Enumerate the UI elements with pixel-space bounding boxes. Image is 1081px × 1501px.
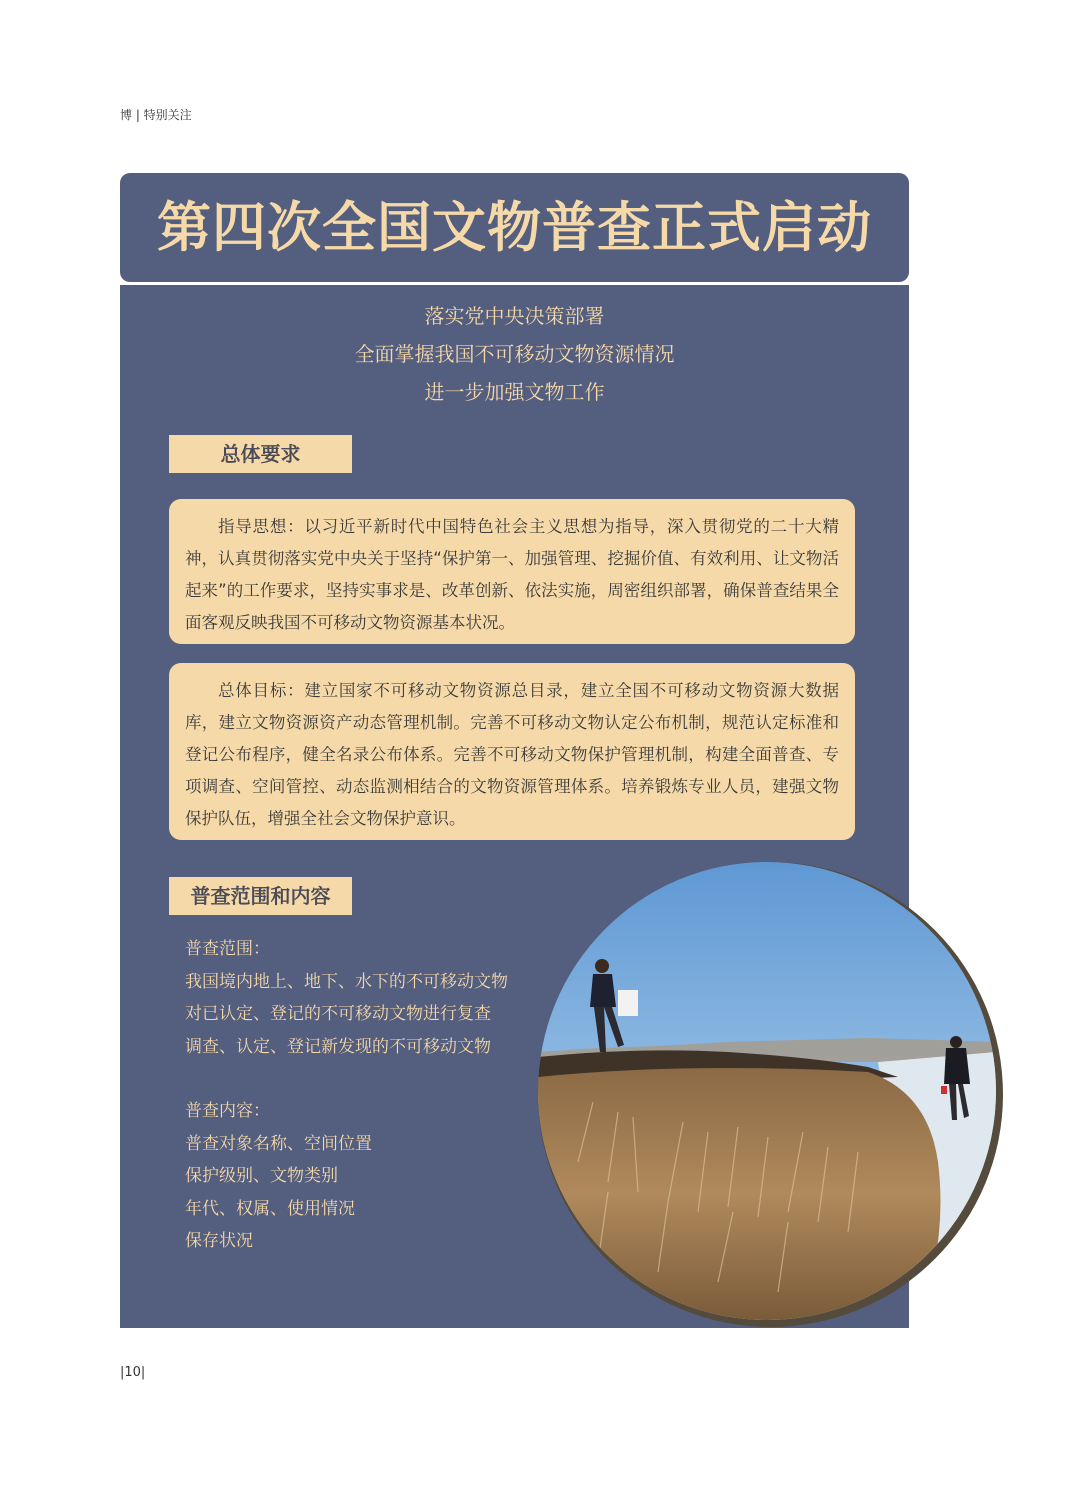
section-tag-requirements: 总体要求	[169, 435, 352, 473]
subtitle-block	[120, 297, 909, 411]
list-item: 保护级别、文物类别	[185, 1166, 338, 1186]
overall-goal-box: 总体目标：建立国家不可移动文物资源总目录，建立全国不可移动文物资源大数据库，建立文物资源资产动态管理机制。完善不可移动文物认定公布机制，规范认定标准和登记公布程序，健全名录公布体系。完善不可移动文物保护管理机制，构建全面普查、专项调查、空间管控、动态监测相结合的文物资源管理体系。培养锻炼专业人员，建强文物保护队伍，增强全社会文物保护意识。	[169, 663, 855, 840]
page-title: 第四次全国文物普查正式启动	[157, 196, 872, 259]
subtitle-line: 落实党中央决策部署	[424, 304, 605, 328]
list-item: 对已认定、登记的不可移动文物进行复查	[185, 1004, 491, 1024]
photo-circle	[538, 862, 996, 1320]
section-tag-scope: 普查范围和内容	[169, 877, 352, 915]
guiding-ideology-box: 指导思想：以习近平新时代中国特色社会主义思想为指导，深入贯彻党的二十大精神，认真贯彻落实党中央关于坚持“保护第一、加强管理、挖掘价值、有效利用、让文物活起来”的工作要求，坚持实事求是、改革创新、依法实施，周密组织部署，确保普查结果全面客观反映我国不可移动文物资源基本状况。	[169, 499, 855, 644]
photo-illustration	[538, 862, 996, 1320]
list-item: 普查对象名称、空间位置	[185, 1133, 372, 1154]
subtitle-line: 进一步加强文物工作	[424, 380, 605, 404]
subtitle-line: 全面掌握我国不可移动文物资源情况	[354, 342, 675, 366]
page-number: |10|	[120, 1365, 146, 1380]
title-banner	[120, 173, 909, 282]
list-item: 调查、认定、登记新发现的不可移动文物	[185, 1036, 491, 1057]
scope-heading: 普查范围：	[185, 939, 270, 959]
survey-photo	[538, 862, 1003, 1327]
scope-content-list	[185, 933, 565, 1258]
list-item: 保存状况	[185, 1231, 253, 1251]
section-header: 博 | 特别关注	[120, 108, 192, 122]
list-item: 年代、权属、使用情况	[185, 1198, 355, 1219]
content-heading: 普查内容：	[185, 1101, 270, 1121]
list-item: 我国境内地上、地下、水下的不可移动文物	[185, 971, 508, 992]
